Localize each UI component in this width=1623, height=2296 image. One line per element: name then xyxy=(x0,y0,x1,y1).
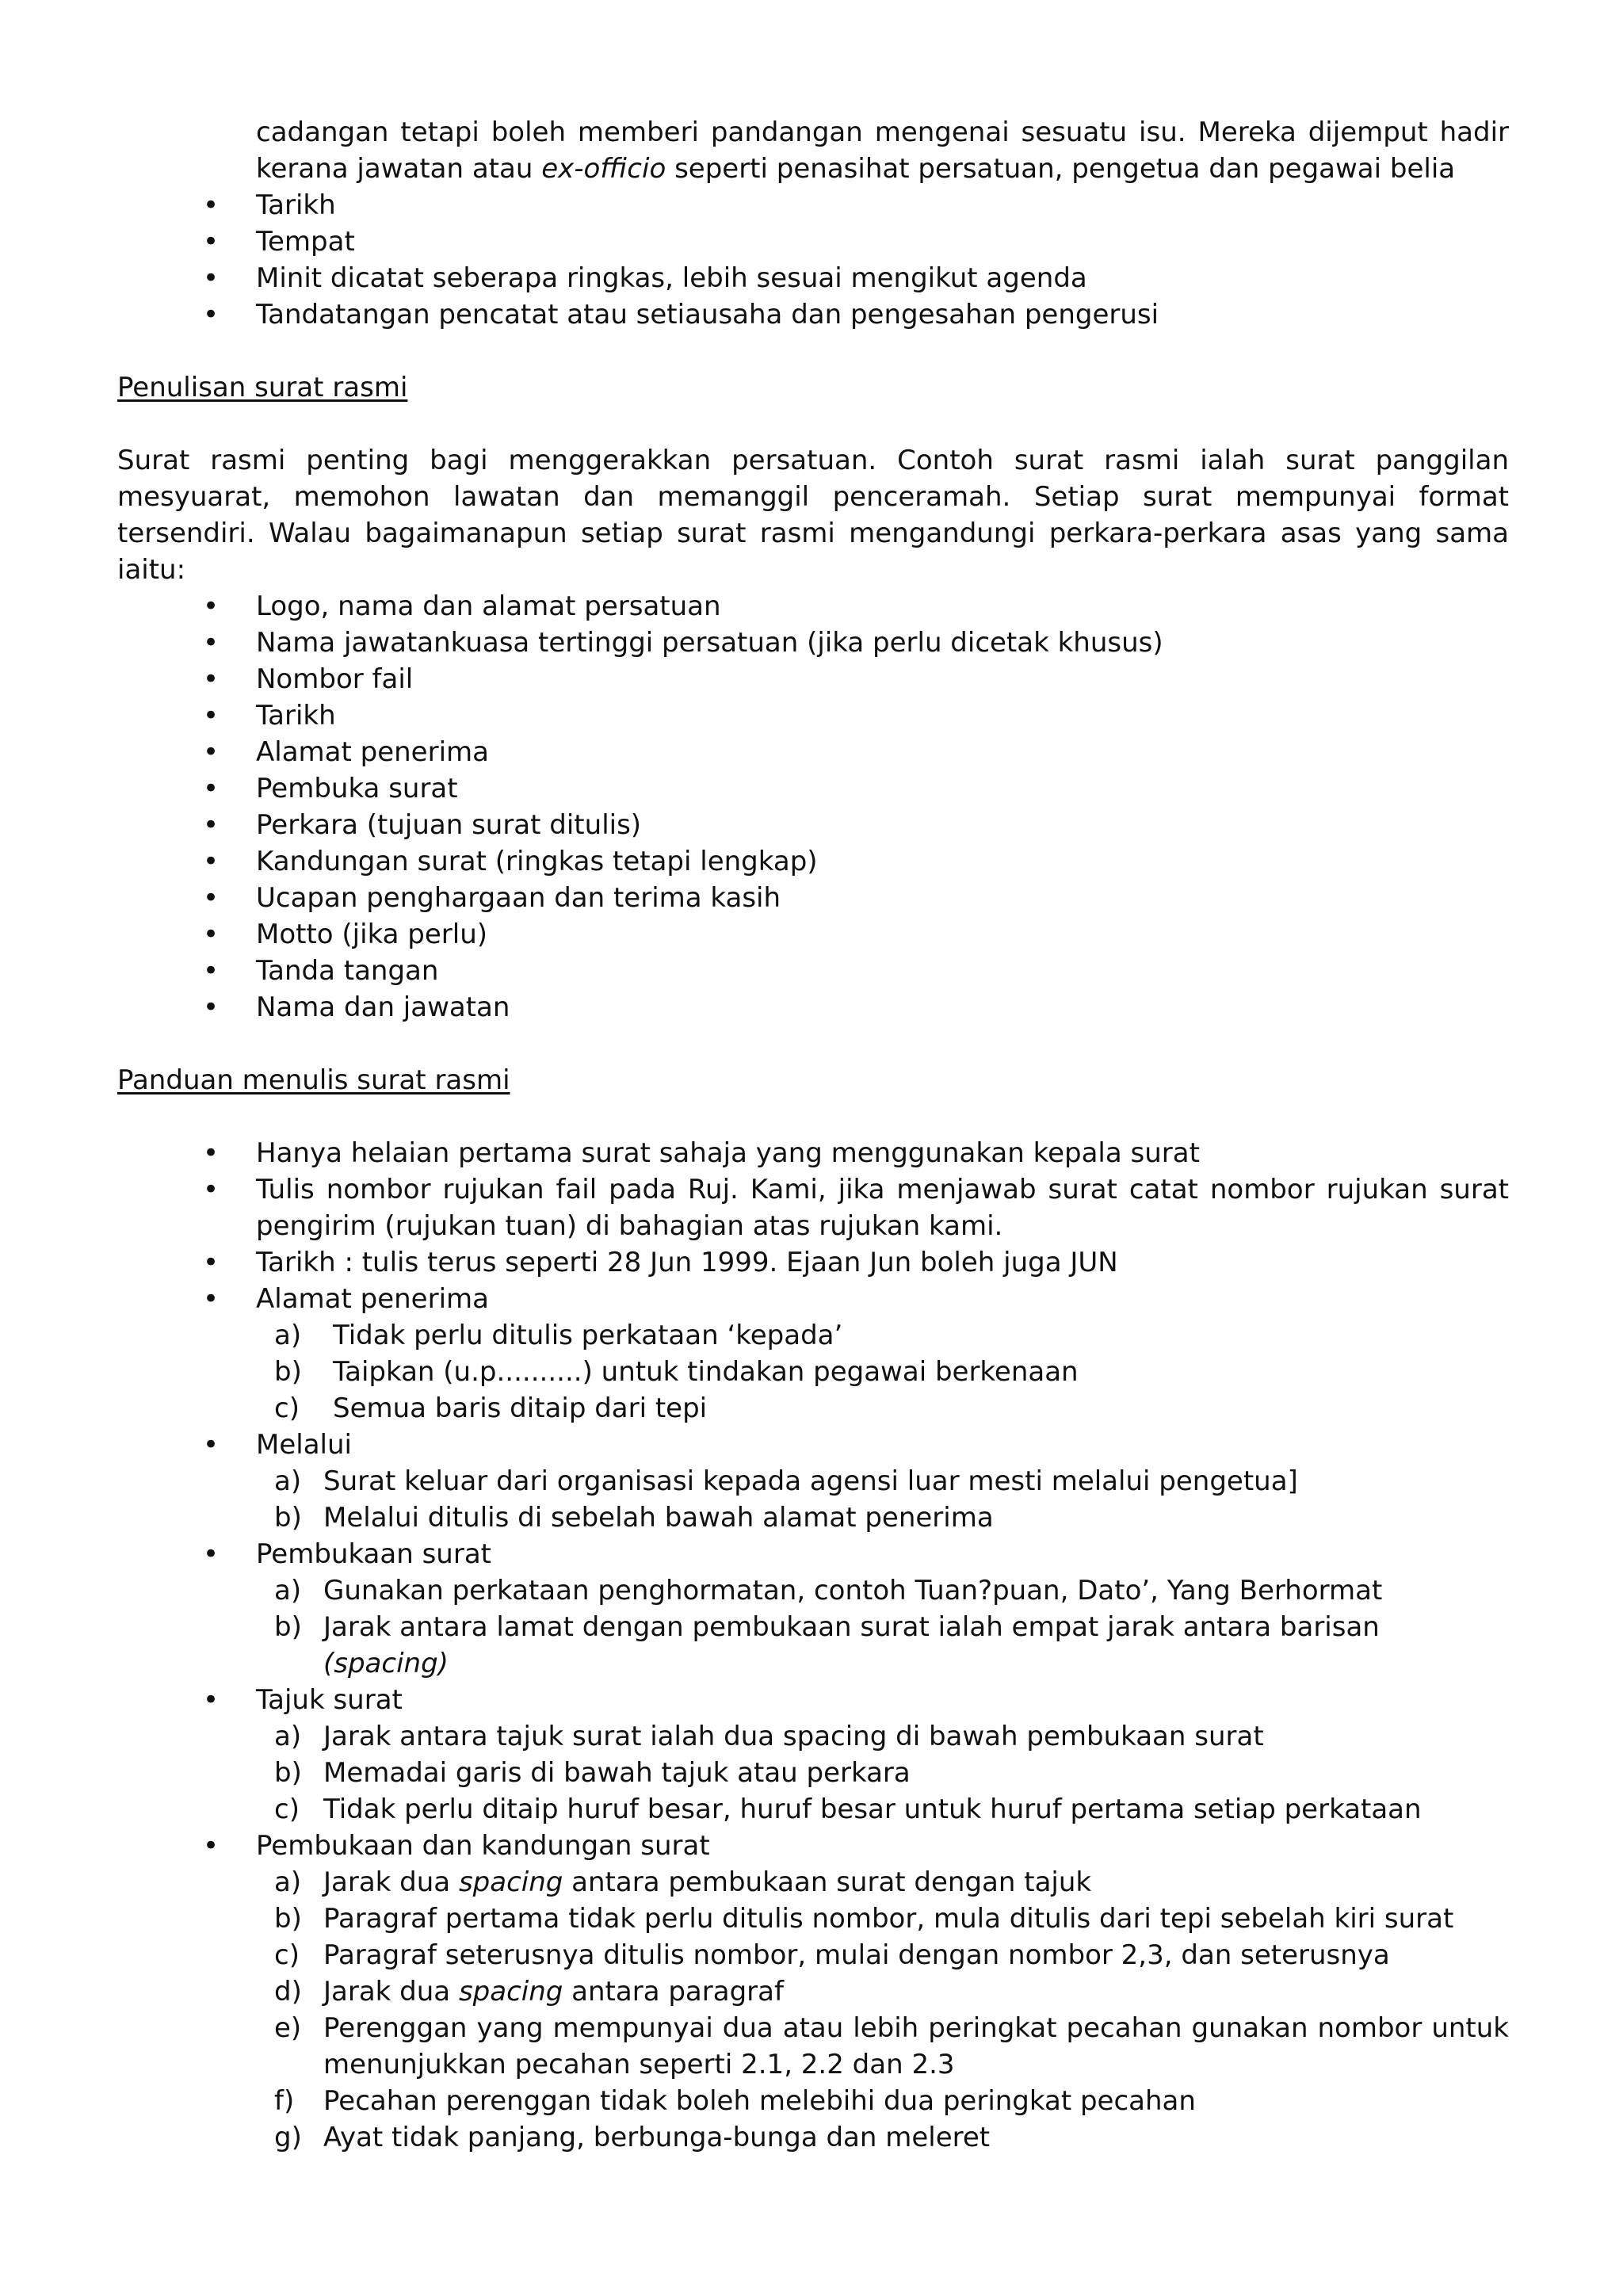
sublist-item: b) Taipkan (u.p..........) untuk tindakan pegawai berkenaan xyxy=(274,1356,1079,1388)
sublist-tajuk xyxy=(256,1718,1509,1828)
bullet-icon: • xyxy=(203,663,220,695)
bullet-icon: • xyxy=(203,955,220,987)
intro-text-1: cadangan tetapi boleh memberi pandangan mengenai sesuatu isu. Mereka dijemput hadir kerana jawatan atau xyxy=(256,117,1509,185)
bullet-icon: • xyxy=(203,846,220,877)
sublist-item: c) Semua baris ditaip dari tepi xyxy=(274,1392,708,1424)
sublist-item: b) Memadai garis di bawah tajuk atau perkara xyxy=(274,1757,911,1789)
bullet-icon: • xyxy=(203,1283,220,1315)
bullet-icon: • xyxy=(203,627,220,659)
intro-text-2: seperti penasihat persatuan, pengetua dan pegawai belia xyxy=(666,153,1456,185)
sublist-item: a) Jarak dua spacing antara pembukaan surat dengan tajuk xyxy=(274,1866,1092,1898)
sublist-item: c) Paragraf seterusnya ditulis nombor, mulai dengan nombor 2,3, dan seterusnya xyxy=(274,1939,1390,1971)
sublist-item: d) Jarak dua spacing antara paragraf xyxy=(274,1976,784,2008)
list-item-alamat: • Alamat penerima a) Tidak perlu ditulis perkataan ‘kepada’ b) Taipkan (u.p..........) untuk tindakan pegawai berkenaan c) Semua baris ditaip dari tepi xyxy=(117,1281,1509,1427)
bullet-icon: • xyxy=(203,1830,220,1862)
list-item: • Kandungan surat (ringkas tetapi lengkap) xyxy=(117,843,1509,880)
bullet-icon: • xyxy=(203,590,220,622)
section1-bullet-list xyxy=(117,588,1509,1026)
intro-bullet-list xyxy=(117,187,1509,333)
section2-bullet-list xyxy=(117,1135,1509,2156)
bullet-icon: • xyxy=(203,1174,220,1205)
section1-paragraph: Surat rasmi penting bagi menggerakkan persatuan. Contoh surat rasmi ialah surat panggilan mesyuarat, memohon lawatan dan memanggil penceramah. Setiap surat mempunyai format tersendiri. Walau bagaimanapun setiap surat rasmi mengandungi perkara-perkara asas yang sama iaitu: xyxy=(117,445,1509,586)
intro-italic: ex-officio xyxy=(541,153,666,185)
sublist-item: f) Pecahan perenggan tidak boleh melebihi dua peringkat pecahan xyxy=(274,2085,1196,2117)
bullet-icon: • xyxy=(203,189,220,221)
bullet-icon: • xyxy=(203,809,220,841)
sublist-alamat xyxy=(256,1317,1509,1427)
bullet-icon: • xyxy=(203,736,220,768)
bullet-icon: • xyxy=(203,1247,220,1278)
bullet-icon: • xyxy=(203,1429,220,1461)
bullet-icon: • xyxy=(203,262,220,294)
sublist-item: e) Perenggan yang mempunyai dua atau lebih peringkat pecahan gunakan nombor untuk menunjukkan pecahan seperti 2.1, 2.2 dan 2.3 xyxy=(274,2012,1509,2080)
sublist-pembukaan xyxy=(256,1572,1509,1682)
list-item-tajuk: • Tajuk surat a) Jarak antara tajuk surat ialah dua spacing di bawah pembukaan surat b) Memadai garis di bawah tajuk atau perkara c) Tidak perlu ditaip huruf besar, huruf besar untuk huruf pertama setiap perkataan xyxy=(117,1682,1509,1828)
list-item: • Nama dan jawatan xyxy=(117,989,1509,1026)
list-item: • Nombor fail xyxy=(117,661,1509,697)
bullet-icon: • xyxy=(203,773,220,804)
bullet-icon: • xyxy=(203,882,220,914)
list-item: • Tarikh : tulis terus seperti 28 Jun 1999. Ejaan Jun boleh juga JUN xyxy=(117,1244,1509,1281)
sublist-item: a) Surat keluar dari organisasi kepada agensi luar mesti melalui pengetua] xyxy=(274,1465,1298,1497)
list-item: • Nama jawatankuasa tertinggi persatuan (jika perlu dicetak khusus) xyxy=(117,625,1509,661)
list-item: • Alamat penerima xyxy=(117,734,1509,770)
section-heading-panduan: Panduan menulis surat rasmi xyxy=(117,1064,510,1096)
list-item: • Ucapan penghargaan dan terima kasih xyxy=(117,880,1509,916)
intro-paragraph xyxy=(256,114,1509,187)
sublist-item: a) Gunakan perkataan penghormatan, contoh Tuan?puan, Dato’, Yang Berhormat xyxy=(274,1575,1383,1606)
bullet-icon: • xyxy=(203,1684,220,1716)
list-item: • Tanda tangan xyxy=(117,953,1509,989)
sublist-item: b) Paragraf pertama tidak perlu ditulis nombor, mula ditulis dari tepi sebelah kiri surat xyxy=(274,1903,1454,1935)
list-item: • Perkara (tujuan surat ditulis) xyxy=(117,807,1509,843)
list-item: • Tempat xyxy=(117,223,1509,260)
sublist-item: b) Jarak antara lamat dengan pembukaan surat ialah empat jarak antara barisan (spacing) xyxy=(274,1611,1380,1679)
list-item: • Minit dicatat seberapa ringkas, lebih sesuai mengikut agenda xyxy=(117,260,1509,296)
sublist-melalui xyxy=(256,1463,1509,1536)
list-item-melalui: • Melalui a) Surat keluar dari organisasi kepada agensi luar mesti melalui pengetua] b) Melalui ditulis di sebelah bawah alamat penerima xyxy=(117,1427,1509,1536)
bullet-icon: • xyxy=(203,700,220,732)
bullet-icon: • xyxy=(203,299,220,330)
section-heading-penulisan: Penulisan surat rasmi xyxy=(117,372,408,403)
bullet-icon: • xyxy=(203,226,220,258)
bullet-icon: • xyxy=(203,1538,220,1570)
list-item: • Tarikh xyxy=(117,187,1509,223)
bullet-icon: • xyxy=(203,1137,220,1169)
sublist-item: c) Tidak perlu ditaip huruf besar, huruf besar untuk huruf pertama setiap perkataan xyxy=(274,1794,1422,1825)
bullet-icon: • xyxy=(203,991,220,1023)
list-item: • Tarikh xyxy=(117,697,1509,734)
list-item: • Hanya helaian pertama surat sahaja yang menggunakan kepala surat xyxy=(117,1135,1509,1171)
sublist-kandungan xyxy=(256,1864,1509,2156)
sublist-item: a) Jarak antara tajuk surat ialah dua spacing di bawah pembukaan surat xyxy=(274,1721,1264,1752)
sublist-item: a) Tidak perlu ditulis perkataan ‘kepada’ xyxy=(274,1320,843,1351)
list-item: • Logo, nama dan alamat persatuan xyxy=(117,588,1509,625)
list-item: • Motto (jika perlu) xyxy=(117,916,1509,953)
list-item-kandungan: • Pembukaan dan kandungan surat a) Jarak dua spacing antara pembukaan surat dengan tajuk b) Paragraf pertama tidak perlu ditulis nombor, mula ditulis dari tepi sebelah kiri surat c) Paragraf seterusnya ditulis nombor, mulai dengan nombor 2,3, dan seterusnya d) Jarak dua spacing antara paragraf e) Perenggan yang mempunyai dua atau lebih peringkat pecahan gunakan nombor untuk menunjukkan pecahan seperti 2.1, 2.2 dan 2.3 f) Pecahan perenggan tidak boleh melebihi dua peringkat pecahan g) Ayat tidak panjang, berbunga-bunga dan meleret xyxy=(117,1828,1509,2156)
sublist-item: g) Ayat tidak panjang, berbunga-bunga dan meleret xyxy=(274,2122,991,2153)
list-item-pembukaan: • Pembukaan surat a) Gunakan perkataan penghormatan, contoh Tuan?puan, Dato’, Yang Berhormat b) Jarak antara lamat dengan pembukaan surat ialah empat jarak antara barisan (spacing) xyxy=(117,1536,1509,1682)
bullet-icon: • xyxy=(203,919,220,950)
list-item: • Tulis nombor rujukan fail pada Ruj. Kami, jika menjawab surat catat nombor rujukan surat pengirim (rujukan tuan) di bahagian atas rujukan kami. xyxy=(117,1171,1509,1244)
sublist-item: b) Melalui ditulis di sebelah bawah alamat penerima xyxy=(274,1502,994,1534)
list-item: • Pembuka surat xyxy=(117,770,1509,807)
list-item: • Tandatangan pencatat atau setiausaha dan pengesahan pengerusi xyxy=(117,296,1509,333)
